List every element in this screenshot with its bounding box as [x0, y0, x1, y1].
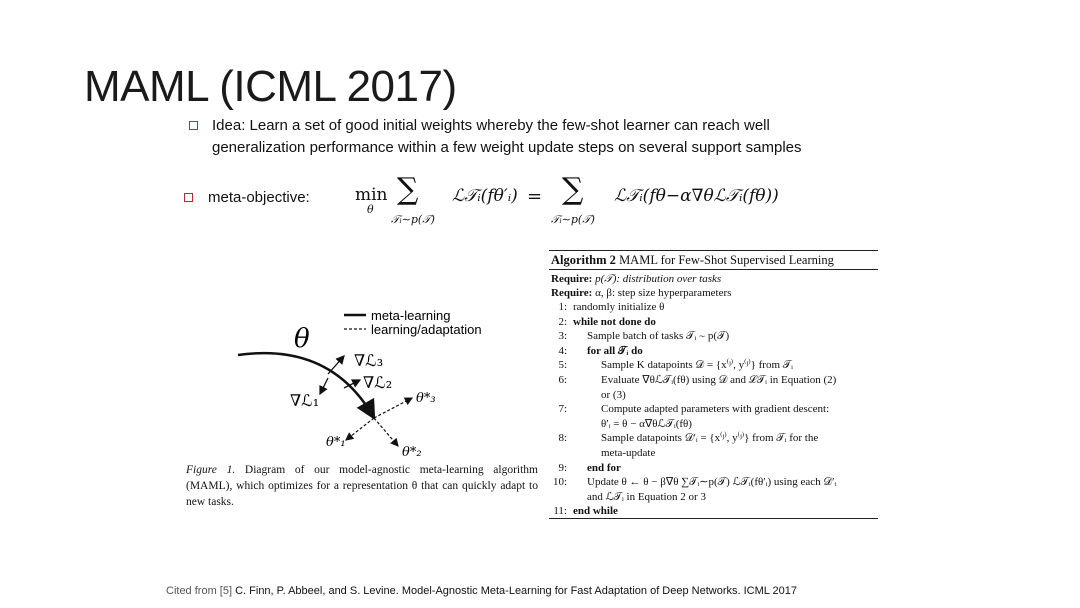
algorithm-step-text: Evaluate ∇θℒ𝒯ᵢ(fθ) using 𝒟 and ℒ𝒯ᵢ in Equation (2): [601, 374, 837, 386]
algorithm-step-text: randomly initialize θ: [573, 301, 665, 313]
grad-L3-label: ∇ℒ₃: [354, 351, 384, 370]
citation-ref: Cited from [5]: [166, 585, 233, 597]
require-1-text: p(𝒯): distribution over tasks: [595, 273, 722, 285]
adapt-line-3: [374, 398, 412, 418]
algorithm-step-text: or (3): [601, 388, 626, 401]
legend-dashed-label: learning/adaptation: [371, 322, 482, 337]
adapt-line-2: [374, 418, 398, 446]
algorithm-step-text: while not done do: [573, 315, 656, 328]
algorithm-step-text: Sample datapoints 𝒟′ᵢ = {x⁽ʲ⁾, y⁽ʲ⁾} from 𝒯ᵢ for the: [601, 432, 819, 445]
algorithm-step-text: Compute adapted parameters with gradient descent:: [601, 403, 830, 416]
algorithm-require-2: [551, 287, 731, 300]
algorithm-bottom-rule: [549, 518, 878, 519]
figure-caption: [186, 462, 538, 510]
formula-sum-2-sub: 𝒯ᵢ∼p(𝒯): [551, 213, 595, 226]
figure-caption-label: Figure 1.: [186, 464, 236, 476]
algorithm-step-text: end for: [587, 461, 621, 474]
algorithm-step-number: 11:: [553, 505, 567, 518]
grad-arrow-3: [328, 356, 344, 374]
algorithm-header-number: Algorithm 2: [551, 253, 616, 267]
meta-objective-label: meta-objective:: [208, 189, 310, 206]
formula-sum-2: ∑: [562, 172, 584, 207]
idea-bullet-line-2: generalization performance within a few weight update steps on several support samples: [212, 139, 802, 156]
theta2-label: θ*₂: [402, 445, 422, 460]
algorithm-step-text: Sample K datapoints 𝒟 = {x⁽ʲ⁾, y⁽ʲ⁾} from 𝒯ᵢ: [601, 359, 793, 372]
require-keyword: Require:: [551, 273, 593, 285]
algorithm-top-rule: [549, 250, 878, 251]
algorithm-step-text: and ℒ𝒯ᵢ in Equation 2 or 3: [587, 490, 706, 503]
formula-equals: =: [527, 186, 543, 207]
algorithm-step-number: 9:: [558, 461, 567, 474]
bullet-marker-icon: [189, 121, 198, 130]
algorithm-step-number: 6:: [558, 374, 567, 386]
figure-caption-text: Diagram of our model-agnostic meta-learning algorithm (MAML), which optimizes for a representation θ that can quickly adapt to new tasks.: [186, 464, 538, 508]
grad-L2-label: ∇ℒ₂: [363, 373, 393, 392]
algorithm-step-number: 5:: [558, 359, 567, 372]
algorithm-require-1: [551, 273, 721, 286]
slide-title: MAML (ICML 2017): [84, 62, 457, 111]
require-2-text: α, β: step size hyperparameters: [595, 287, 732, 299]
bullet-marker-icon: [184, 193, 193, 202]
adapt-line-1: [346, 418, 374, 440]
algorithm-step-text: for all 𝒯ᵢ do: [587, 344, 643, 357]
require-keyword: Require:: [551, 287, 593, 299]
citation-text: C. Finn, P. Abbeel, and S. Levine. Model-Agnostic Meta-Learning for Fast Adaptation of Deep Networks. ICML 2017: [235, 585, 798, 597]
algorithm-step-text: θ′ᵢ = θ − α∇θℒ𝒯ᵢ(fθ): [601, 417, 692, 430]
idea-bullet-line-1: Idea: Learn a set of good initial weights whereby the few-shot learner can reach well: [212, 117, 770, 134]
algorithm-step-text: end while: [573, 505, 618, 518]
theta1-label: θ*₁: [326, 435, 346, 450]
grad-arrow-1: [320, 378, 328, 394]
algorithm-step-number: 2:: [558, 315, 567, 328]
algorithm-header-title: MAML for Few-Shot Supervised Learning: [619, 253, 834, 267]
algorithm-step-number: 8:: [558, 432, 567, 445]
algorithm-step-text: Update θ ← θ − β∇θ ∑𝒯ᵢ∼p(𝒯) ℒ𝒯ᵢ(fθ′ᵢ) using each 𝒟′ᵢ: [587, 476, 837, 489]
formula-rhs-term: ℒ𝒯ᵢ(fθ−α∇θℒ𝒯ᵢ(fθ)): [614, 186, 779, 206]
theta3-label: θ*₃: [416, 391, 436, 406]
citation-footer: [166, 585, 797, 597]
maml-diagram: [236, 300, 536, 470]
algorithm-header: [551, 253, 834, 268]
grad-L1-label: ∇ℒ₁: [290, 391, 320, 410]
formula-sum-1-sub: 𝒯ᵢ∼p(𝒯): [391, 213, 435, 226]
algorithm-step-number: 1:: [558, 301, 567, 313]
algorithm-step-number: 7:: [558, 403, 567, 416]
formula-min-sub: θ: [367, 203, 374, 216]
algorithm-step-text: Sample batch of tasks 𝒯ᵢ ∼ p(𝒯): [587, 330, 730, 343]
algorithm-box: [549, 250, 878, 522]
algorithm-mid-rule: [549, 269, 878, 270]
theta-label: θ: [294, 324, 310, 354]
algorithm-step-number: 10:: [552, 476, 567, 489]
algorithm-step-number: 3:: [558, 330, 567, 343]
algorithm-step-text: meta-update: [601, 447, 656, 459]
legend-solid-label: meta-learning: [371, 308, 451, 323]
algorithm-step-number: 4:: [558, 344, 567, 357]
formula-lhs-term: ℒ𝒯ᵢ(fθ′ᵢ): [452, 186, 518, 206]
formula-sum-1: ∑: [397, 172, 419, 207]
formula-min: min: [355, 185, 388, 205]
